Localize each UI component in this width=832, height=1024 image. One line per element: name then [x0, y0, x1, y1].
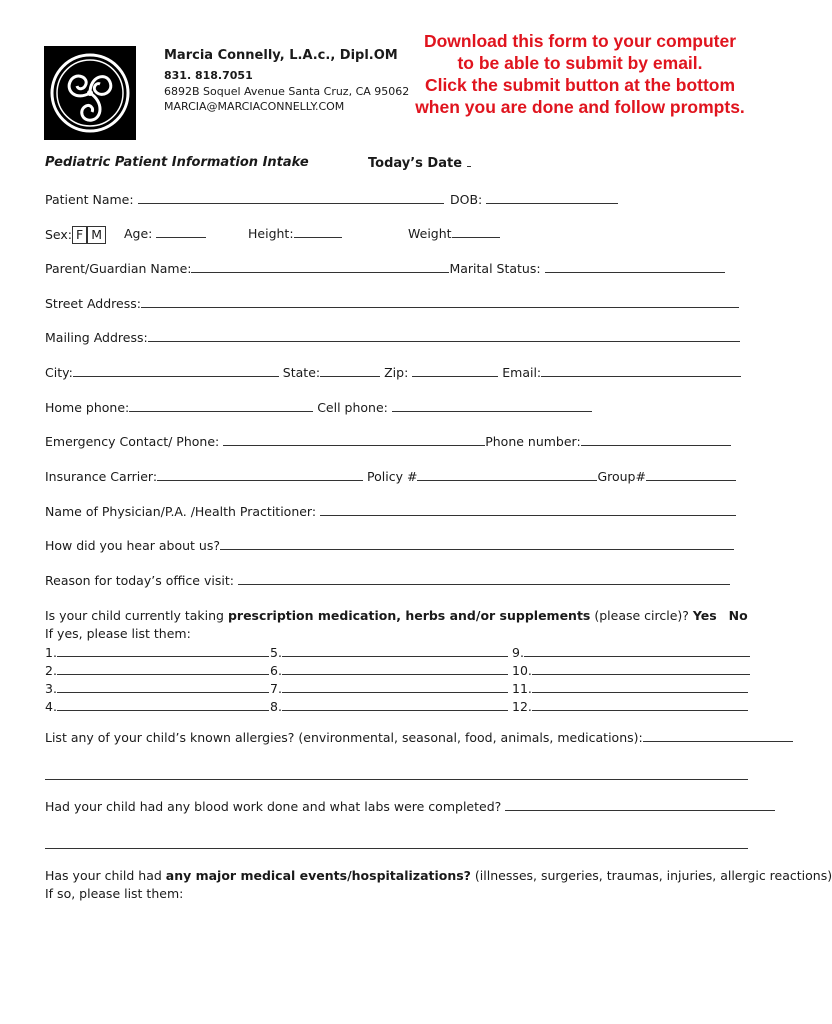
med-item-7 — [270, 681, 508, 696]
if-so-label: If so, please list them: — [45, 886, 184, 901]
emergency-row — [45, 434, 731, 449]
patient-name-field[interactable] — [138, 192, 444, 204]
med-number: 9. — [512, 645, 524, 660]
weight-field[interactable] — [452, 226, 500, 238]
emergency-field[interactable] — [223, 434, 485, 446]
med-field[interactable] — [282, 663, 508, 675]
height-label: Height: — [248, 226, 294, 241]
med-item-6 — [270, 663, 508, 678]
bloodwork-row — [45, 799, 775, 814]
dob-label: DOB: — [450, 192, 483, 207]
dob-field[interactable] — [486, 192, 618, 204]
dob-row — [450, 192, 618, 207]
med-number: 6. — [270, 663, 282, 678]
reason-label: Reason for today’s office visit: — [45, 573, 234, 588]
state-field[interactable] — [320, 365, 380, 377]
patient-name-label: Patient Name: — [45, 192, 134, 207]
med-field[interactable] — [282, 645, 508, 657]
med-item-1 — [45, 645, 269, 660]
city-label: City: — [45, 365, 73, 380]
phone-number-field[interactable] — [581, 434, 731, 446]
med-field[interactable] — [282, 699, 508, 711]
bloodwork-label: Had your child had any blood work done and what labs were completed? — [45, 799, 502, 814]
allergies-field[interactable] — [643, 730, 793, 742]
med-item-11 — [512, 681, 748, 696]
height-field[interactable] — [294, 226, 342, 238]
street-row — [45, 296, 739, 311]
practitioner-phone: 831. 818.7051 — [164, 69, 253, 82]
todays-date-text: Today’s Date — [368, 156, 463, 171]
med-item-8 — [270, 699, 508, 714]
med-field[interactable] — [57, 645, 269, 657]
med-number: 10. — [512, 663, 532, 678]
hear-field[interactable] — [220, 538, 734, 550]
age-field[interactable] — [156, 226, 206, 238]
if-yes-label: If yes, please list them: — [45, 626, 191, 641]
reason-field[interactable] — [238, 573, 730, 585]
weight-label: Weight — [408, 226, 452, 241]
reason-row — [45, 573, 730, 588]
med-field[interactable] — [282, 681, 508, 693]
insurance-field[interactable] — [157, 469, 363, 481]
sex-m-box[interactable]: M — [87, 226, 106, 244]
allergies-label: List any of your child’s known allergies? (environmental, seasonal, food, animals, medications): — [45, 730, 643, 745]
group-field[interactable] — [646, 469, 736, 481]
bloodwork-field[interactable] — [505, 799, 775, 811]
med-item-2 — [45, 663, 269, 678]
mailing-field[interactable] — [148, 330, 740, 342]
med-field[interactable] — [57, 699, 269, 711]
events-question-post: (illnesses, surgeries, traumas, injuries, allergic reactions) — [470, 868, 832, 883]
practitioner-address: 6892B Soquel Avenue Santa Cruz, CA 95062 — [164, 85, 410, 98]
med-item-4 — [45, 699, 269, 714]
policy-label: Policy # — [367, 469, 418, 484]
physician-label: Name of Physician/P.A. /Health Practitioner: — [45, 504, 317, 519]
med-item-9 — [512, 645, 750, 660]
med-number: 7. — [270, 681, 282, 696]
height-row — [248, 226, 342, 241]
email-label: Email: — [502, 365, 542, 380]
zip-field[interactable] — [412, 365, 498, 377]
events-question — [45, 868, 832, 883]
med-item-5 — [270, 645, 508, 660]
city-row — [45, 365, 741, 380]
download-notice — [410, 30, 750, 118]
group-label: Group# — [597, 469, 646, 484]
age-label: Age: — [124, 226, 153, 241]
med-item-3 — [45, 681, 269, 696]
practitioner-email: MARCIA@MARCIACONNELLY.COM — [164, 100, 345, 113]
marital-label: Marital Status: — [449, 261, 541, 276]
patient-name-row — [45, 192, 444, 207]
sex-label: Sex: — [45, 227, 73, 242]
celtic-triskele-icon — [44, 46, 136, 140]
med-number: 2. — [45, 663, 57, 678]
phones-row — [45, 400, 592, 415]
city-field[interactable] — [73, 365, 279, 377]
allergies-continuation-line[interactable] — [45, 778, 748, 780]
cell-phone-field[interactable] — [392, 400, 592, 412]
notice-line-2: to be able to submit by email. — [457, 53, 703, 73]
physician-row — [45, 504, 736, 519]
med-number: 8. — [270, 699, 282, 714]
todays-date-label — [368, 155, 471, 171]
med-field[interactable] — [532, 699, 748, 711]
med-number: 3. — [45, 681, 57, 696]
phone-number-label: Phone number: — [485, 434, 581, 449]
events-question-bold: any major medical events/hospitalizations? — [165, 868, 471, 883]
med-field[interactable] — [532, 663, 750, 675]
hear-row — [45, 538, 734, 553]
mailing-row — [45, 330, 740, 345]
med-item-12 — [512, 699, 748, 714]
emergency-label: Emergency Contact/ Phone: — [45, 434, 220, 449]
events-question-pre: Has your child had — [45, 868, 166, 883]
practitioner-name: Marcia Connelly, L.A.c., Dipl.OM — [164, 48, 398, 63]
bloodwork-continuation-line[interactable] — [45, 847, 748, 849]
yes-option[interactable]: Yes — [692, 608, 717, 623]
guardian-label: Parent/Guardian Name: — [45, 261, 192, 276]
medication-question — [45, 608, 748, 623]
medication-question-pre: Is your child currently taking — [45, 608, 228, 623]
med-field[interactable] — [57, 663, 269, 675]
medication-question-post: (please circle)? — [590, 608, 689, 623]
sex-f-box[interactable]: F — [72, 226, 87, 244]
med-item-10 — [512, 663, 750, 678]
age-row — [124, 226, 206, 241]
med-number: 5. — [270, 645, 282, 660]
state-label: State: — [282, 365, 321, 380]
med-number: 11. — [512, 681, 532, 696]
med-field[interactable] — [532, 681, 748, 693]
todays-date-field[interactable] — [467, 155, 471, 167]
guardian-field[interactable] — [191, 261, 449, 273]
notice-line-1: Download this form to your computer — [423, 31, 737, 51]
cell-phone-label: Cell phone: — [317, 400, 388, 415]
form-title: Pediatric Patient Information Intake — [45, 155, 309, 170]
physician-field[interactable] — [320, 504, 736, 516]
home-phone-field[interactable] — [129, 400, 313, 412]
medication-question-bold: prescription medication, herbs and/or supplements — [227, 608, 591, 623]
med-field[interactable] — [57, 681, 269, 693]
sex-row — [45, 226, 106, 244]
insurance-row — [45, 469, 736, 484]
no-option[interactable]: No — [728, 608, 748, 623]
zip-label: Zip: — [384, 365, 409, 380]
med-number: 4. — [45, 699, 57, 714]
med-number: 1. — [45, 645, 57, 660]
mailing-label: Mailing Address: — [45, 330, 148, 345]
weight-row — [408, 226, 500, 241]
street-label: Street Address: — [45, 296, 141, 311]
notice-line-3: Click the submit button at the bottom — [424, 75, 736, 95]
med-number: 12. — [512, 699, 532, 714]
policy-field[interactable] — [417, 469, 597, 481]
med-field[interactable] — [524, 645, 750, 657]
email-field[interactable] — [541, 365, 741, 377]
marital-field[interactable] — [545, 261, 725, 273]
hear-label: How did you hear about us? — [45, 538, 220, 553]
street-field[interactable] — [141, 296, 739, 308]
home-phone-label: Home phone: — [45, 400, 130, 415]
guardian-row — [45, 261, 725, 276]
allergies-row — [45, 730, 793, 745]
notice-line-4: when you are done and follow prompts. — [415, 97, 745, 117]
insurance-label: Insurance Carrier: — [45, 469, 158, 484]
